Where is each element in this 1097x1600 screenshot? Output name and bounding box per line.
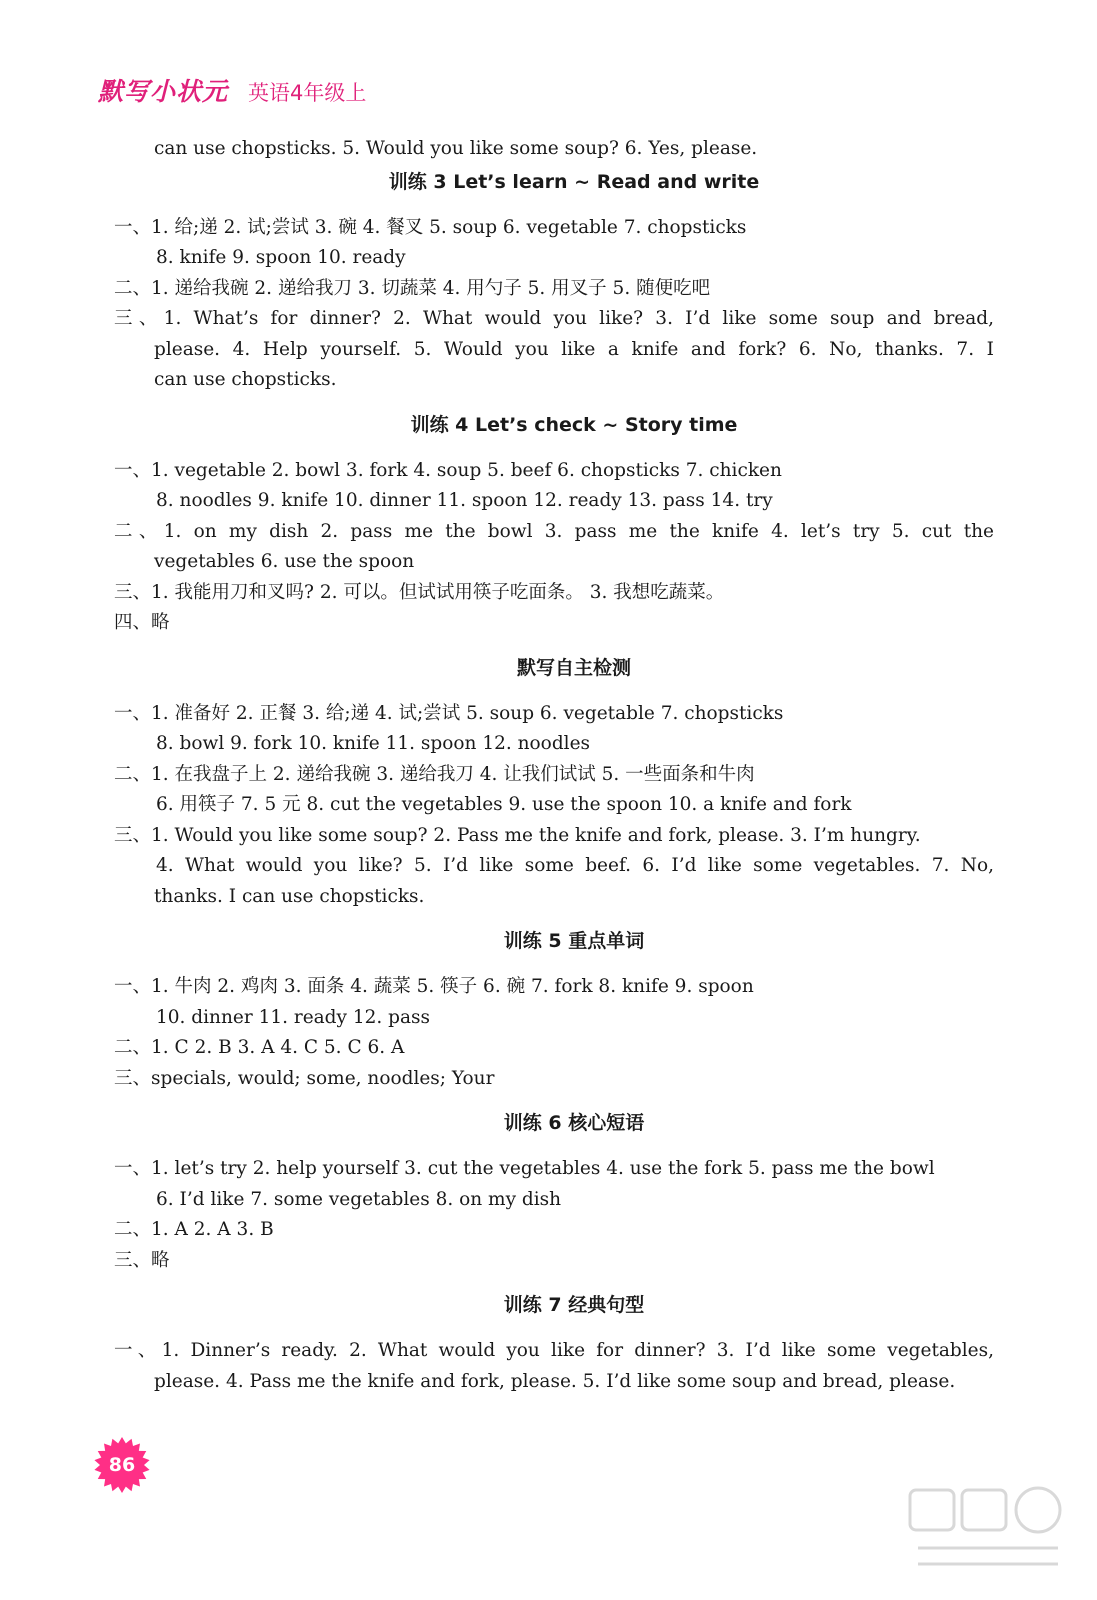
answer-line: 8. knife 9. spoon 10. ready bbox=[156, 247, 406, 268]
answer-line: 三、1. Would you like some soup? 2. Pass me the knife and fork, please. 3. I’m hungry. bbox=[114, 824, 921, 846]
answer-line: 6. I’d like 7. some vegetables 8. on my dish bbox=[156, 1188, 562, 1210]
answer-line: 二、1. 递给我碗 2. 递给我刀 3. 切蔬菜 4. 用勺子 5. 用叉子 5. 随便吃吧 bbox=[114, 277, 711, 299]
book-brand: 默写小状元 bbox=[98, 77, 229, 106]
answer-line: 一、1. Dinner’s ready. 2. What would you like for dinner? 3. I’d like some vegetables, bbox=[114, 1340, 994, 1361]
answer-line: vegetables 6. use the spoon bbox=[154, 551, 415, 572]
answer-line: 一、1. let’s try 2. help yourself 3. cut the vegetables 4. use the fork 5. pass me the bowl bbox=[114, 1158, 935, 1179]
answer-line: 二、1. A 2. A 3. B bbox=[114, 1219, 274, 1240]
answer-line: please. 4. Pass me the knife and fork, please. 5. I’d like some soup and bread, please. bbox=[154, 1370, 956, 1392]
answer-line: 8. bowl 9. fork 10. knife 11. spoon 12. noodles bbox=[156, 733, 591, 754]
section-title: 训练 4 Let’s check ~ Story time bbox=[410, 413, 738, 436]
answer-line: 二、1. C 2. B 3. A 4. C 5. C 6. A bbox=[114, 1037, 405, 1058]
answer-line: 三、略 bbox=[114, 1249, 170, 1271]
answer-line: 四、略 bbox=[114, 612, 170, 633]
section-title: 训练 5 重点单词 bbox=[503, 930, 645, 952]
answer-line: 三、1. 我能用刀和叉吗? 2. 可以。但试试用筷子吃面条。 3. 我想吃蔬菜。 bbox=[114, 581, 725, 603]
section-title: 训练 3 Let’s learn ~ Read and write bbox=[388, 170, 760, 193]
answer-line: thanks. I can use chopsticks. bbox=[154, 885, 425, 907]
answer-line: 6. 用筷子 7. 5 元 8. cut the vegetables 9. use the spoon 10. a knife and fork bbox=[156, 794, 852, 815]
answer-line: please. 4. Help yourself. 5. Would you like a knife and fork? 6. No, thanks. 7. I bbox=[154, 338, 994, 360]
answer-content bbox=[114, 134, 994, 1397]
answer-line: 二、1. 在我盘子上 2. 递给我碗 3. 递给我刀 4. 让我们试试 5. 一些面条和牛肉 bbox=[114, 763, 755, 785]
page-number: 86 bbox=[108, 1454, 136, 1476]
answer-line: 三、specials, would; some, noodles; Your bbox=[114, 1067, 495, 1089]
section-title: 训练 7 经典句型 bbox=[503, 1294, 645, 1316]
answer-line: 二、1. on my dish 2. pass me the bowl 3. pass me the knife 4. let’s try 5. cut the bbox=[114, 520, 994, 542]
answer-line: can use chopsticks. 5. Would you like some soup? 6. Yes, please. bbox=[154, 138, 758, 159]
answer-line: 一、1. 牛肉 2. 鸡肉 3. 面条 4. 蔬菜 5. 筷子 6. 碗 7. fork 8. knife 9. spoon bbox=[114, 976, 754, 997]
answer-line: 10. dinner 11. ready 12. pass bbox=[156, 1006, 431, 1028]
answer-line: 一、1. vegetable 2. bowl 3. fork 4. soup 5. beef 6. chopsticks 7. chicken bbox=[114, 459, 782, 481]
section-title: 默写自主检测 bbox=[516, 656, 631, 679]
watermark-logo bbox=[900, 1478, 1070, 1590]
answer-line: 4. What would you like? 5. I’d like some beef. 6. I’d like some vegetables. 7. No, bbox=[156, 855, 994, 876]
answer-line: 三、1. What’s for dinner? 2. What would you like? 3. I’d like some soup and bread, bbox=[114, 308, 994, 329]
page-number-badge bbox=[93, 1436, 151, 1494]
answer-line: 一、1. 给;递 2. 试;尝试 3. 碗 4. 餐叉 5. soup 6. vegetable 7. chopsticks bbox=[114, 216, 747, 238]
answer-line: 8. noodles 9. knife 10. dinner 11. spoon 12. ready 13. pass 14. try bbox=[156, 490, 773, 511]
page-header bbox=[98, 72, 366, 112]
answer-line: can use chopsticks. bbox=[154, 369, 337, 390]
section-title: 训练 6 核心短语 bbox=[503, 1112, 645, 1134]
answer-line: 一、1. 准备好 2. 正餐 3. 给;递 4. 试;尝试 5. soup 6. vegetable 7. chopsticks bbox=[114, 702, 784, 724]
book-subject: 英语4年级上 bbox=[248, 81, 367, 105]
